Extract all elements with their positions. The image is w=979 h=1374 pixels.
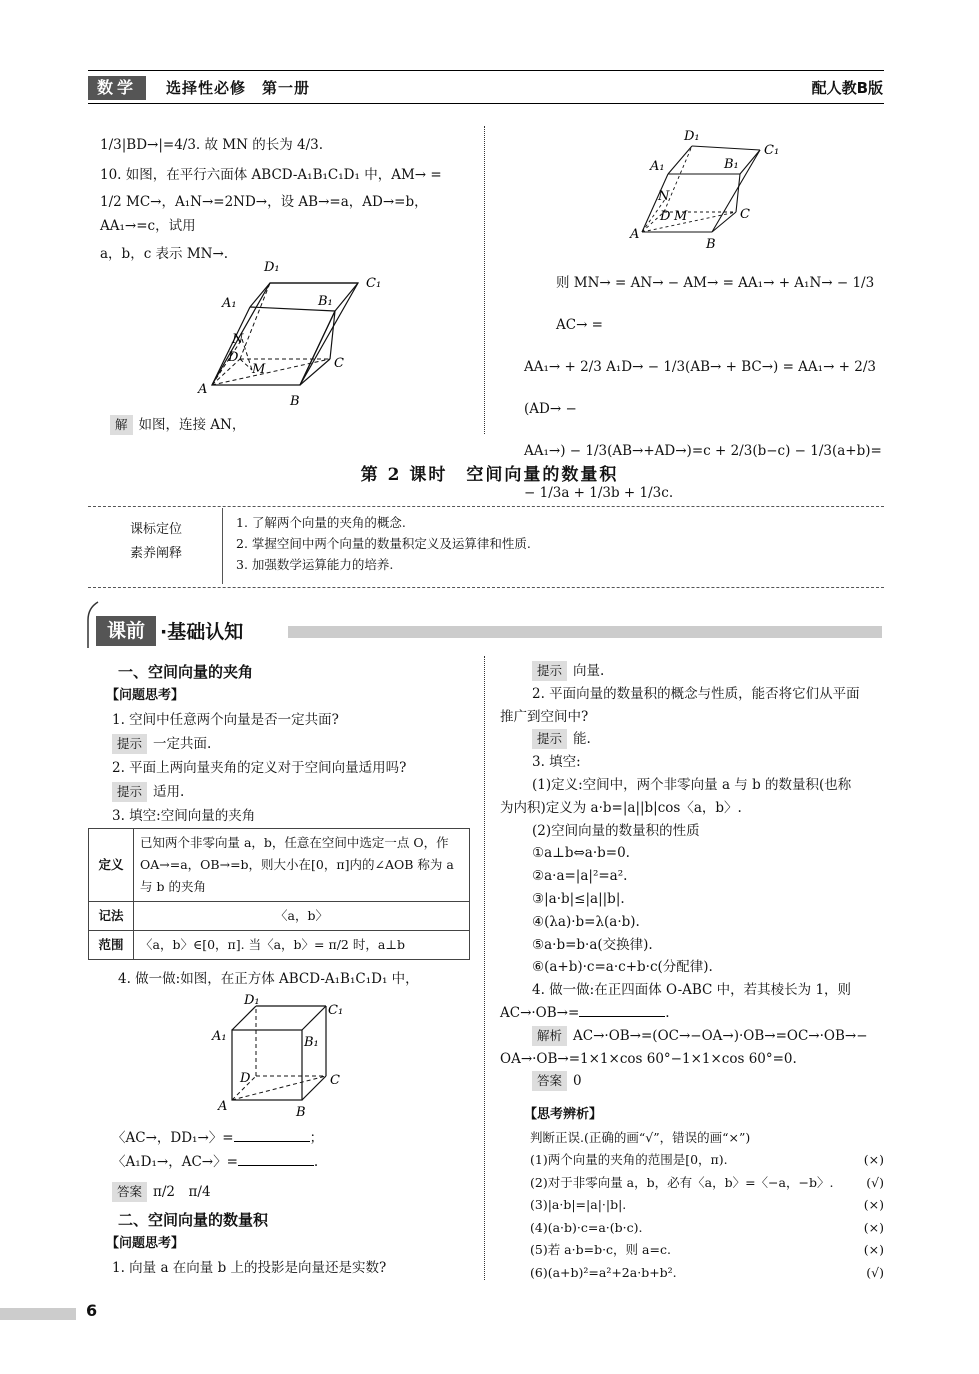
judgement-mark: (√) xyxy=(866,1174,884,1190)
solution-text: 如图，连接 AN， xyxy=(138,417,246,433)
table-value: 〈a，b〉 xyxy=(134,902,470,931)
answer-value: 0 xyxy=(573,1073,582,1090)
section-title: ·基础认知 xyxy=(160,621,244,643)
cube-label-C1: C₁ xyxy=(328,1003,344,1018)
cube-label-D1: D₁ xyxy=(244,993,260,1008)
objective-item: 3. 加强数学运算能力的培养. xyxy=(236,557,394,572)
top-left-column xyxy=(100,134,472,266)
header-top-rule xyxy=(88,70,884,71)
label-C1-small: C₁ xyxy=(764,143,780,158)
header-bottom-rule xyxy=(88,103,884,104)
hint-answer-6: 能. xyxy=(573,731,591,748)
left-column-upper xyxy=(106,660,472,828)
subject-tag: 数学 xyxy=(88,76,146,100)
property-1: ①a⊥b⇔a·b=0. xyxy=(532,845,630,862)
book-title: 选择性必修 第一册 xyxy=(166,79,311,97)
solution-line-1: AC→·OB→=(OC→−OA→)·OB→=OC→·OB→− xyxy=(573,1027,868,1044)
question-10-line-3: a，b，c 表示 MN→. xyxy=(100,245,229,262)
label-N-small: N xyxy=(658,189,670,204)
question-4-left xyxy=(118,968,478,990)
judgement-text: (6)(a+b)²=a²+2a·b+b². xyxy=(530,1264,677,1280)
judgement-text: (2)对于非零向量 a，b，必有〈a，b〉=〈−a，−b〉. xyxy=(530,1174,834,1190)
table-value: 〈a，b〉∈[0，π]. 当〈a，b〉= π/2 时，a⊥b xyxy=(134,931,470,960)
question-6-line-2: 推广到空间中? xyxy=(500,708,589,725)
page-number-bar xyxy=(0,1308,76,1320)
answer-tag: 答案 xyxy=(112,1182,147,1202)
solution-tag: 解 xyxy=(110,415,133,435)
question-3: 3. 填空:空间向量的夹角 xyxy=(112,808,256,824)
property-4: ④(λa)·b=λ(a·b). xyxy=(532,913,640,930)
objectives-label-1: 课标定位 xyxy=(129,522,182,537)
table-key: 记法 xyxy=(89,902,134,931)
left-column-lower xyxy=(106,1126,472,1280)
table-value: 已知两个非零向量 a，b，任意在空间中选定一点 O，作 OA→=a，OB→=b，则大小在[0，π]内的∠AOB 称为 a 与 b 的夹角 xyxy=(134,829,470,902)
question-2: 2. 平面上两向量夹角的定义对于空间向量适用吗? xyxy=(112,760,407,776)
question-6-line-1: 2. 平面向量的数量积的概念与性质，能否将它们从平面 xyxy=(532,685,860,702)
cube-label-A: A xyxy=(218,1099,228,1114)
section-tag: 课前 xyxy=(96,616,156,646)
objective-item: 1. 了解两个向量的夹角的概念. xyxy=(236,515,406,530)
label-D1-small: D₁ xyxy=(684,129,700,144)
definition-line-2: 为内积)定义为 a·b=|a||b|cos〈a，b〉. xyxy=(500,799,742,816)
label-C1: C₁ xyxy=(366,276,382,291)
page-number: 6 xyxy=(86,1301,98,1320)
property-3: ③|a·b|≤|a||b|. xyxy=(532,890,625,907)
table-key: 定义 xyxy=(89,829,134,902)
objective-item: 2. 掌握空间中两个向量的数量积定义及运算律和性质. xyxy=(236,536,531,551)
label-A1-small: A₁ xyxy=(650,159,665,174)
subsection-heading-2: 二、空间向量的数量积 xyxy=(118,1211,269,1229)
label-A-small: A xyxy=(630,227,640,242)
cube-label-B: B xyxy=(296,1105,306,1120)
judgement-text: (5)若 a·b=b·c，则 a=c. xyxy=(530,1242,671,1257)
question-8-line-2: AC→·OB→= xyxy=(500,1004,580,1021)
label-N: N xyxy=(232,332,244,347)
judgement-text: (4)(a·b)·c=a·(b·c). xyxy=(530,1219,643,1235)
question-1: 1. 空间中任意两个向量是否一定共面? xyxy=(112,712,339,728)
judgement-mark: (×) xyxy=(863,1219,884,1235)
judgement-mark: (×) xyxy=(863,1242,884,1257)
solution-line-2: OA→·OB→=1×1×cos 60°−1×1×cos 60°=0. xyxy=(500,1050,797,1067)
label-D: D xyxy=(228,350,239,365)
question-7: 3. 填空: xyxy=(532,754,581,771)
label-B1-small: B₁ xyxy=(724,157,739,172)
judgement-row xyxy=(500,1217,884,1240)
label-A: A xyxy=(198,382,208,397)
judgement-text: (3)|a·b|=|a|·|b|. xyxy=(530,1197,627,1212)
derivation-line-2: AA₁→ + 2/3 A₁D→ − 1/3(AB→ + BC→) = AA₁→ + 2/3 (AD→ − xyxy=(524,359,877,417)
table-row xyxy=(89,829,470,902)
question-5: 1. 向量 a 在向量 b 上的投影是向量还是实数? xyxy=(112,1260,387,1276)
cube-label-A1: A₁ xyxy=(212,1029,227,1044)
label-D-small: D xyxy=(660,209,671,224)
label-B-small: B xyxy=(706,237,716,252)
solution-tail-line: 1/3|BD→|=4/3. 故 MN 的长为 4/3. xyxy=(100,137,324,153)
punct: . xyxy=(665,1004,670,1021)
section-bar xyxy=(288,626,882,638)
definition-line-1: (1)定义:空间中，两个非零向量 a 与 b 的数量积(也称 xyxy=(532,776,852,793)
solution-tag: 解析 xyxy=(532,1026,567,1046)
table-key: 范围 xyxy=(89,931,134,960)
cube-label-B1: B₁ xyxy=(304,1035,319,1050)
question-4: 4. 做一做:如图，在正方体 ABCD-A₁B₁C₁D₁ 中， xyxy=(118,971,419,987)
objectives-label-2: 素养阐释 xyxy=(129,546,182,561)
problem-thinking-label-2: 【问题思考】 xyxy=(106,1236,185,1251)
property-6: ⑥(a+b)·c=a·c+b·c(分配律). xyxy=(532,959,713,976)
parallelepiped-figure-left xyxy=(190,255,400,415)
hint-tag: 提示 xyxy=(112,782,147,802)
judgement-mark: (√) xyxy=(866,1264,884,1280)
answer-value: π/2 π/4 xyxy=(153,1184,211,1200)
right-column xyxy=(500,660,886,1093)
problem-thinking-label: 【问题思考】 xyxy=(106,688,185,703)
hint-tag: 提示 xyxy=(532,661,567,681)
derivation-line-4: − 1/3a + 1/3b + 1/3c. xyxy=(524,485,674,501)
judgement-row xyxy=(500,1149,884,1172)
hint-answer-5: 向量. xyxy=(573,663,605,679)
property-heading: (2)空间向量的数量积的性质 xyxy=(532,822,700,839)
judgement-mark: (×) xyxy=(863,1152,884,1167)
label-D1: D₁ xyxy=(264,260,280,275)
hint-tag: 提示 xyxy=(112,734,147,754)
label-C-small: C xyxy=(740,207,750,222)
judgement-mark: (×) xyxy=(863,1197,884,1212)
judgement-title: 【思考辨析】 xyxy=(524,1107,603,1122)
edition-label: 配人教B版 xyxy=(811,79,883,97)
parallelepiped-figure-right xyxy=(622,128,792,252)
label-C: C xyxy=(334,356,344,371)
answer-tag: 答案 xyxy=(532,1071,567,1091)
subsection-heading-1: 一、空间向量的夹角 xyxy=(118,663,254,681)
lesson-title: 第 2 课时 空间向量的数量积 xyxy=(360,465,619,485)
label-A1: A₁ xyxy=(222,296,237,311)
judgement-text: (1)两个向量的夹角的范围是[0，π). xyxy=(530,1152,728,1167)
property-5: ⑤a·b=b·a(交换律). xyxy=(532,936,653,953)
judgement-section xyxy=(500,1104,884,1284)
judgement-row xyxy=(500,1194,884,1217)
table-row xyxy=(89,931,470,960)
hint-answer-2: 适用. xyxy=(153,784,185,800)
fill-blank-2: 〈A₁D₁→，AC→〉= xyxy=(112,1154,238,1170)
label-B: B xyxy=(290,394,300,409)
judgement-row xyxy=(500,1172,884,1195)
cube-label-D: D xyxy=(240,1071,251,1086)
judgement-row xyxy=(500,1239,884,1262)
blank-line xyxy=(238,1165,314,1166)
label-M-small: M xyxy=(674,209,688,224)
blank-line xyxy=(579,1016,665,1017)
hint-tag: 提示 xyxy=(532,729,567,749)
column-divider-bottom xyxy=(484,656,485,1280)
question-8-line-1: 4. 做一做:在正四面体 O-ABC 中，若其棱长为 1，则 xyxy=(532,982,852,999)
punct: . xyxy=(313,1154,319,1170)
derivation-line-3: AA₁→) − 1/3(AB→+AD→)=c + 2/3(b−c) − 1/3(a+b)= xyxy=(524,443,882,459)
cube-figure xyxy=(210,990,360,1120)
blank-line xyxy=(234,1141,310,1142)
hint-answer-1: 一定共面. xyxy=(153,736,212,752)
column-divider-top xyxy=(484,126,485,434)
derivation-line-1: 则 MN→ = AN→ − AM→ = AA₁→ + A₁N→ − 1/3 AC→ = xyxy=(556,275,875,333)
question-10-line-1: 10. 如图，在平行六面体 ABCD-A₁B₁C₁D₁ 中，AM→ = xyxy=(100,166,442,183)
label-B1: B₁ xyxy=(318,294,333,309)
judgement-intro: 判断正误.(正确的画“√”，错误的画“×”) xyxy=(530,1129,751,1145)
objectives-labels xyxy=(96,518,216,566)
judgement-row xyxy=(500,1262,884,1285)
punct: ； xyxy=(309,1130,324,1146)
property-2: ②a·a=|a|²=a². xyxy=(532,868,628,885)
table-row xyxy=(89,902,470,931)
solution-start xyxy=(110,414,245,436)
cube-label-C: C xyxy=(330,1073,340,1088)
question-10-line-2: 1/2 MC→，A₁N→=2ND→，设 AB→=a，AD→=b，AA₁→=c，试用 xyxy=(100,194,428,234)
angle-definition-table xyxy=(88,828,470,960)
label-M: M xyxy=(252,362,266,377)
objectives-list xyxy=(236,512,531,575)
objectives-divider xyxy=(222,508,223,584)
fill-blank-1: 〈AC→，DD₁→〉= xyxy=(112,1130,234,1146)
